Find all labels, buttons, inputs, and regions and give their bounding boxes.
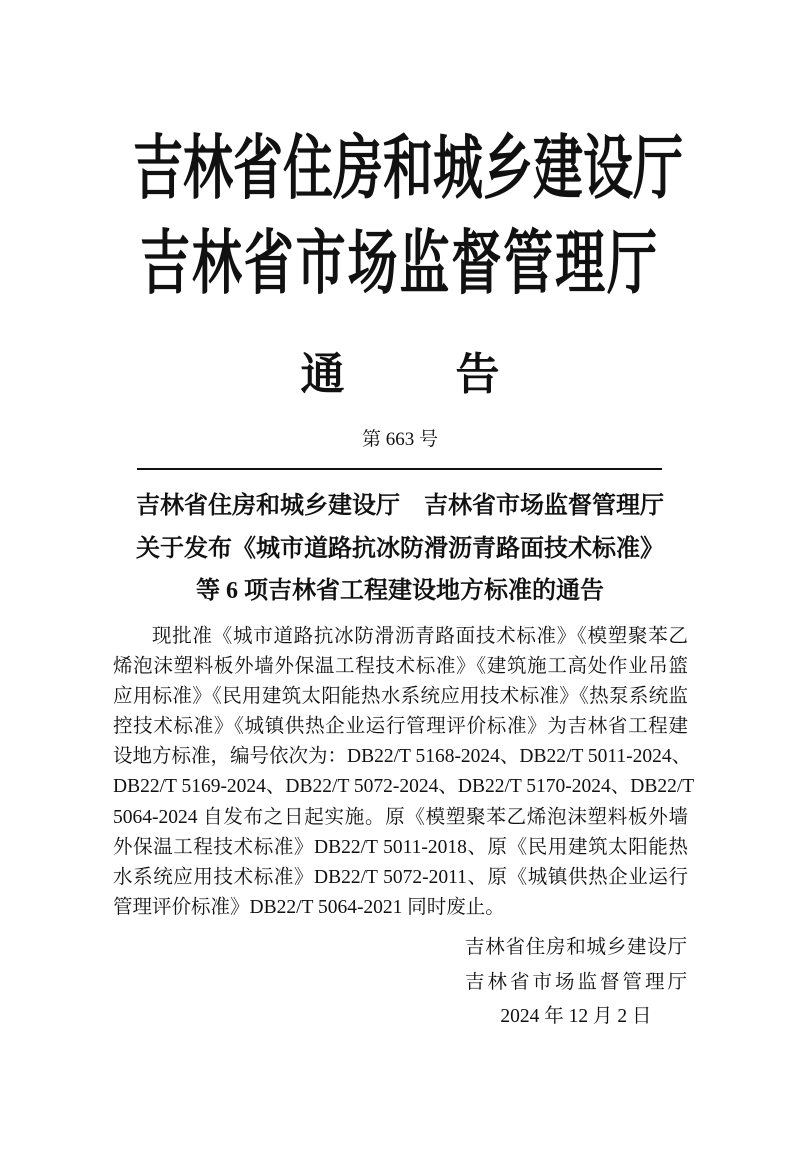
body-line: 外保温工程技术标准》DB22/T 5011-2018、原《民用建筑太阳能热 (113, 836, 688, 858)
body-line: 5064-2024 自发布之日起实施。原《模塑聚苯乙烯泡沫塑料板外墙 (113, 806, 688, 828)
signature-block (465, 931, 687, 1035)
body-line: DB22/T 5169-2024、DB22/T 5072-2024、DB22/T 5170-2024、DB22/T (113, 776, 695, 798)
body-line: 管理评价标准》DB22/T 5064-2021 同时废止。 (113, 896, 505, 918)
title-line-1: 吉林省住房和城乡建设厅 吉林省市场监督管理厅 (136, 493, 664, 519)
body-line: 控技术标准》《城镇供热企业运行管理评价标准》为吉林省工程建 (113, 716, 688, 738)
body-line: 现批准《城市道路抗冰防滑沥青路面技术标准》《模塑聚苯乙 (152, 626, 688, 647)
title-line-3: 等 6 项吉林省工程建设地方标准的通告 (196, 578, 604, 604)
header-issuer-1: 吉林省住房和城乡建设厅 (133, 127, 683, 209)
notice-label: 通 告 (300, 350, 550, 399)
notice-body (113, 622, 695, 923)
body-line: 设地方标准，编号依次为：DB22/T 5168-2024、DB22/T 5011-2024、 (113, 746, 692, 768)
signature-org-1: 吉林省住房和城乡建设厅 (465, 937, 687, 958)
body-line: 水系统应用技术标准》DB22/T 5072-2011、原《城镇供热企业运行 (113, 866, 688, 888)
header-issuer-2: 吉林省市场监督管理厅 (140, 222, 657, 304)
signature-org-2: 吉林省市场监督管理厅 (465, 971, 687, 993)
signature-date: 2024 年 12 月 2 日 (500, 1006, 652, 1028)
body-line: 应用标准》《民用建筑太阳能热水系统应用技术标准》《热泵系统监 (113, 686, 688, 708)
body-line: 烯泡沫塑料板外墙外保温工程技术标准》《建筑施工高处作业吊篮 (113, 656, 688, 678)
notice-number: 第 663 号 (361, 429, 438, 450)
title-line-2: 关于发布《城市道路抗冰防滑沥青路面技术标准》 (136, 536, 664, 562)
header-divider (137, 468, 662, 470)
